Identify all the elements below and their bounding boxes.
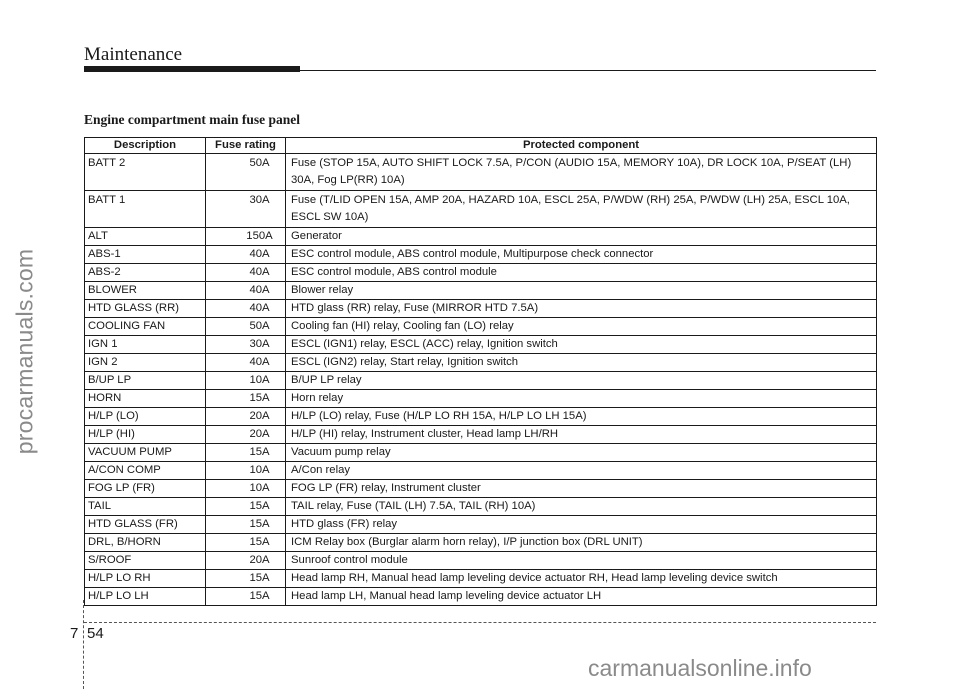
fuse-rating: 15A bbox=[206, 444, 286, 462]
protected-component: Blower relay bbox=[286, 282, 877, 300]
fuse-rating: 20A bbox=[206, 552, 286, 570]
fuse-description: A/CON COMP bbox=[85, 462, 206, 480]
fuse-description: BLOWER bbox=[85, 282, 206, 300]
fuse-rating: 15A bbox=[206, 534, 286, 552]
table-row bbox=[85, 228, 877, 246]
header-rule-thick bbox=[84, 66, 300, 72]
protected-component: ICM Relay box (Burglar alarm horn relay), I/P junction box (DRL UNIT) bbox=[286, 534, 877, 552]
table-row bbox=[85, 282, 877, 300]
table-row bbox=[85, 408, 877, 426]
fuse-description: DRL, B/HORN bbox=[85, 534, 206, 552]
footer-divider bbox=[83, 600, 84, 689]
fuse-rating: 40A bbox=[206, 282, 286, 300]
column-header-description: Description bbox=[85, 138, 206, 154]
fuse-rating: 10A bbox=[206, 480, 286, 498]
section-title: Engine compartment main fuse panel bbox=[84, 112, 300, 127]
fuse-rating: 15A bbox=[206, 390, 286, 408]
fuse-description: ALT bbox=[85, 228, 206, 246]
footer-rule bbox=[84, 622, 876, 623]
protected-component: ESC control module, ABS control module bbox=[286, 264, 877, 282]
table-row bbox=[85, 154, 877, 191]
protected-component: Vacuum pump relay bbox=[286, 444, 877, 462]
table-row bbox=[85, 498, 877, 516]
fuse-rating: 15A bbox=[206, 570, 286, 588]
fuse-rating: 150A bbox=[206, 228, 286, 246]
fuse-rating: 40A bbox=[206, 354, 286, 372]
protected-component: Fuse (STOP 15A, AUTO SHIFT LOCK 7.5A, P/CON (AUDIO 15A, MEMORY 10A), DR LOCK 10A, P/SEAT (LH) 30A, Fog LP(RR) 10A) bbox=[286, 154, 877, 191]
table-row bbox=[85, 480, 877, 498]
protected-component: FOG LP (FR) relay, Instrument cluster bbox=[286, 480, 877, 498]
fuse-description: S/ROOF bbox=[85, 552, 206, 570]
fuse-description: HORN bbox=[85, 390, 206, 408]
page-header-title: Maintenance bbox=[84, 44, 183, 65]
fuse-description: ABS-2 bbox=[85, 264, 206, 282]
protected-component: ESC control module, ABS control module, Multipurpose check connector bbox=[286, 246, 877, 264]
protected-component: Generator bbox=[286, 228, 877, 246]
header-rule-thin bbox=[300, 70, 876, 71]
table-row bbox=[85, 246, 877, 264]
fuse-rating: 40A bbox=[206, 264, 286, 282]
fuse-description: H/LP (LO) bbox=[85, 408, 206, 426]
protected-component: Sunroof control module bbox=[286, 552, 877, 570]
table-row bbox=[85, 552, 877, 570]
table-row bbox=[85, 300, 877, 318]
fuse-description: TAIL bbox=[85, 498, 206, 516]
protected-component: ESCL (IGN2) relay, Start relay, Ignition switch bbox=[286, 354, 877, 372]
fuse-description: HTD GLASS (RR) bbox=[85, 300, 206, 318]
protected-component: ESCL (IGN1) relay, ESCL (ACC) relay, Ignition switch bbox=[286, 336, 877, 354]
protected-component: A/Con relay bbox=[286, 462, 877, 480]
table-row bbox=[85, 354, 877, 372]
fuse-description: FOG LP (FR) bbox=[85, 480, 206, 498]
table-row bbox=[85, 462, 877, 480]
table-row bbox=[85, 570, 877, 588]
fuse-description: HTD GLASS (FR) bbox=[85, 516, 206, 534]
chapter-number: 7 bbox=[70, 625, 79, 642]
table-row bbox=[85, 426, 877, 444]
protected-component: Fuse (T/LID OPEN 15A, AMP 20A, HAZARD 10A, ESCL 25A, P/WDW (RH) 25A, P/WDW (LH) 25A, ESCL 10A, ESCL SW 10A) bbox=[286, 191, 877, 228]
fuse-rating: 20A bbox=[206, 408, 286, 426]
fuse-description: BATT 1 bbox=[85, 191, 206, 228]
table-row bbox=[85, 444, 877, 462]
table-row bbox=[85, 336, 877, 354]
column-header-fuse-rating: Fuse rating bbox=[206, 138, 286, 154]
fuse-description: H/LP LO LH bbox=[85, 588, 206, 606]
side-watermark: procarmanuals.com bbox=[11, 248, 38, 455]
fuse-rating: 20A bbox=[206, 426, 286, 444]
table-row bbox=[85, 264, 877, 282]
fuse-description: COOLING FAN bbox=[85, 318, 206, 336]
protected-component: Head lamp LH, Manual head lamp leveling device actuator LH bbox=[286, 588, 877, 606]
protected-component: HTD glass (RR) relay, Fuse (MIRROR HTD 7.5A) bbox=[286, 300, 877, 318]
table-row bbox=[85, 534, 877, 552]
table-row bbox=[85, 588, 877, 606]
table-header-row bbox=[85, 138, 877, 154]
protected-component: Head lamp RH, Manual head lamp leveling device actuator RH, Head lamp leveling device switch bbox=[286, 570, 877, 588]
table-row bbox=[85, 372, 877, 390]
fuse-rating: 10A bbox=[206, 372, 286, 390]
protected-component: Horn relay bbox=[286, 390, 877, 408]
fuse-rating: 50A bbox=[206, 154, 286, 191]
fuse-rating: 15A bbox=[206, 516, 286, 534]
protected-component: B/UP LP relay bbox=[286, 372, 877, 390]
fuse-description: H/LP LO RH bbox=[85, 570, 206, 588]
protected-component: H/LP (LO) relay, Fuse (H/LP LO RH 15A, H/LP LO LH 15A) bbox=[286, 408, 877, 426]
column-header-protected-component: Protected component bbox=[286, 138, 877, 154]
fuse-description: VACUUM PUMP bbox=[85, 444, 206, 462]
protected-component: H/LP (HI) relay, Instrument cluster, Head lamp LH/RH bbox=[286, 426, 877, 444]
fuse-rating: 10A bbox=[206, 462, 286, 480]
table-row bbox=[85, 191, 877, 228]
fuse-rating: 50A bbox=[206, 318, 286, 336]
fuse-rating: 15A bbox=[206, 588, 286, 606]
fuse-rating: 40A bbox=[206, 300, 286, 318]
fuse-rating: 15A bbox=[206, 498, 286, 516]
page-number: 54 bbox=[87, 625, 104, 642]
fuse-description: B/UP LP bbox=[85, 372, 206, 390]
protected-component: HTD glass (FR) relay bbox=[286, 516, 877, 534]
fuse-table bbox=[84, 137, 877, 606]
table-row bbox=[85, 318, 877, 336]
bottom-watermark: carmanualsonline.info bbox=[588, 655, 812, 681]
fuse-rating: 40A bbox=[206, 246, 286, 264]
fuse-description: IGN 1 bbox=[85, 336, 206, 354]
fuse-description: H/LP (HI) bbox=[85, 426, 206, 444]
fuse-description: BATT 2 bbox=[85, 154, 206, 191]
fuse-description: ABS-1 bbox=[85, 246, 206, 264]
fuse-rating: 30A bbox=[206, 336, 286, 354]
fuse-description: IGN 2 bbox=[85, 354, 206, 372]
protected-component: TAIL relay, Fuse (TAIL (LH) 7.5A, TAIL (RH) 10A) bbox=[286, 498, 877, 516]
fuse-rating: 30A bbox=[206, 191, 286, 228]
protected-component: Cooling fan (HI) relay, Cooling fan (LO) relay bbox=[286, 318, 877, 336]
table-row bbox=[85, 516, 877, 534]
table-row bbox=[85, 390, 877, 408]
